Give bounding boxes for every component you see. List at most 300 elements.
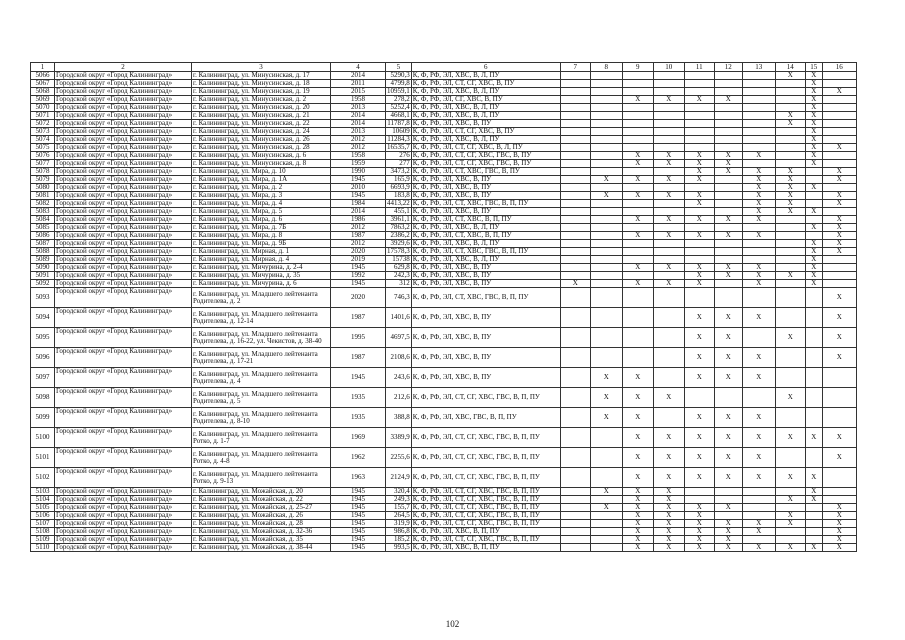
mark-cell-col-12 [714,72,742,80]
mark-cell-col-14 [775,488,805,496]
mark-cell-col-12 [714,80,742,88]
mark-cell-col-15: X [805,544,822,552]
mark-cell-col-10 [653,208,684,216]
mark-cell-col-13 [742,160,775,168]
table-row [31,88,857,96]
mark-cell-col-16: X [822,176,856,184]
mark-cell-col-16 [822,112,856,120]
mark-cell-col-9: X [622,512,653,520]
mark-cell-col-10 [653,308,684,328]
mark-cell-col-9: X [622,468,653,488]
table-row [31,128,857,136]
mark-cell-col-13: X [742,528,775,536]
mark-cell-col-13: X [742,280,775,288]
housing-register-table [30,62,857,552]
mark-cell-col-12 [714,136,742,144]
works-cell: К, Ф, РФ, ЭЛ, СТ, СГ, ХВС, ГВС, В, П, ПУ [411,468,560,488]
mark-cell-col-15 [805,176,822,184]
mark-cell-col-7 [560,88,590,96]
address-cell: г. Калининград, ул. Мира, д. 1А [192,176,331,184]
area-cell: 4668,1 [386,112,412,120]
mark-cell-col-7 [560,144,590,152]
mark-cell-col-15 [805,328,822,348]
mark-cell-col-13 [742,512,775,520]
area-cell: 319,9 [386,520,412,528]
mark-cell-col-13 [742,288,775,308]
mark-cell-col-7 [560,192,590,200]
row-id-cell: 5074 [31,136,55,144]
mark-cell-col-9: X [622,216,653,224]
mark-cell-col-15 [805,216,822,224]
mark-cell-col-8: X [590,176,622,184]
table-row [31,120,857,128]
mark-cell-col-10: X [653,512,684,520]
mark-cell-col-11: X [684,528,714,536]
row-id-cell: 5100 [31,428,55,448]
mark-cell-col-12: X [714,168,742,176]
column-header: 2 [55,63,192,72]
mark-cell-col-16: X [822,224,856,232]
area-cell: 155,7 [386,504,412,512]
year-cell: 1945 [331,496,386,504]
mark-cell-col-11: X [684,264,714,272]
mark-cell-col-16 [822,208,856,216]
mark-cell-col-9: X [622,96,653,104]
row-id-cell: 5104 [31,496,55,504]
mark-cell-col-12 [714,388,742,408]
table-row [31,468,857,488]
year-cell: 2012 [331,136,386,144]
mark-cell-col-8: X [590,192,622,200]
address-cell: г. Калининград, ул. Младшего лейтенанта Родителева, д. 5 [192,388,331,408]
mark-cell-col-15: X [805,136,822,144]
year-cell: 2012 [331,240,386,248]
mark-cell-col-13 [742,72,775,80]
mark-cell-col-8 [590,496,622,504]
row-id-cell: 5079 [31,176,55,184]
year-cell: 2014 [331,72,386,80]
mark-cell-col-8 [590,208,622,216]
mark-cell-col-10 [653,144,684,152]
district-cell: Городской округ «Город Калининград» [55,520,192,528]
works-cell: К, Ф, РФ, ЭЛ, ХВС, В, Л, ПУ [411,88,560,96]
area-cell: 3929,6 [386,240,412,248]
mark-cell-col-10 [653,288,684,308]
area-cell: 165,9 [386,176,412,184]
mark-cell-col-13 [742,96,775,104]
row-id-cell: 5105 [31,504,55,512]
area-cell: 4697,5 [386,328,412,348]
mark-cell-col-11: X [684,428,714,448]
table-row [31,368,857,388]
table-row [31,280,857,288]
mark-cell-col-7 [560,468,590,488]
mark-cell-col-15: X [805,272,822,280]
mark-cell-col-14: X [775,496,805,504]
mark-cell-col-14 [775,136,805,144]
mark-cell-col-15 [805,200,822,208]
mark-cell-col-15 [805,512,822,520]
mark-cell-col-13: X [742,308,775,328]
year-cell: 1958 [331,96,386,104]
district-cell: Городской округ «Город Калининград» [55,348,192,368]
mark-cell-col-16: X [822,544,856,552]
mark-cell-col-12 [714,240,742,248]
mark-cell-col-10: X [653,496,684,504]
works-cell: К, Ф, РФ, ЭЛ, СТ, СГ, ХВС, ГВС, В, П, ПУ [411,496,560,504]
mark-cell-col-7 [560,224,590,232]
row-id-cell: 5087 [31,240,55,248]
mark-cell-col-8 [590,232,622,240]
mark-cell-col-16: X [822,504,856,512]
mark-cell-col-10: X [653,176,684,184]
address-cell: г. Калининград, ул. Можайская, д. 20 [192,488,331,496]
table-row [31,168,857,176]
mark-cell-col-16 [822,152,856,160]
column-header: 11 [684,63,714,72]
mark-cell-col-12: X [714,520,742,528]
address-cell: г. Калининград, ул. Мира, д. 7Б [192,224,331,232]
area-cell: 185,2 [386,536,412,544]
row-id-cell: 5077 [31,160,55,168]
address-cell: г. Калининград, ул. Мира, д. 10 [192,168,331,176]
mark-cell-col-8 [590,72,622,80]
area-cell: 320,4 [386,488,412,496]
mark-cell-col-8: X [590,488,622,496]
mark-cell-col-11 [684,224,714,232]
mark-cell-col-12 [714,200,742,208]
mark-cell-col-8 [590,468,622,488]
year-cell: 1987 [331,308,386,328]
mark-cell-col-7 [560,136,590,144]
year-cell: 2011 [331,80,386,88]
mark-cell-col-11 [684,72,714,80]
mark-cell-col-15 [805,504,822,512]
row-id-cell: 5067 [31,80,55,88]
mark-cell-col-8 [590,544,622,552]
address-cell: г. Калининград, ул. Минусинская, д. 24 [192,128,331,136]
mark-cell-col-10 [653,408,684,428]
district-cell: Городской округ «Город Калининград» [55,184,192,192]
address-cell: г. Калининград, ул. Младшего лейтенанта Родителева, д. 12-14 [192,308,331,328]
year-cell: 2019 [331,256,386,264]
mark-cell-col-7 [560,520,590,528]
district-cell: Городской округ «Город Калининград» [55,272,192,280]
mark-cell-col-8: X [590,408,622,428]
mark-cell-col-12: X [714,264,742,272]
mark-cell-col-9 [622,120,653,128]
address-cell: г. Калининград, ул. Мира, д. 4 [192,200,331,208]
mark-cell-col-10: X [653,544,684,552]
mark-cell-col-7 [560,448,590,468]
mark-cell-col-15 [805,520,822,528]
area-cell: 4413,22 [387,199,410,207]
mark-cell-col-14 [775,104,805,112]
mark-cell-col-11: X [684,192,714,200]
mark-cell-col-15 [805,368,822,388]
mark-cell-col-10: X [653,504,684,512]
table-row [31,136,857,144]
district-cell: Городской округ «Город Калининград» [55,488,192,496]
mark-cell-col-14 [775,216,805,224]
mark-cell-col-11: X [684,168,714,176]
table-row [31,208,857,216]
mark-cell-col-7 [560,176,590,184]
row-id-cell: 5089 [31,256,55,264]
mark-cell-col-15: X [805,256,822,264]
mark-cell-col-15 [805,348,822,368]
mark-cell-col-16 [822,80,856,88]
mark-cell-col-8 [590,280,622,288]
mark-cell-col-15: X [805,248,822,256]
mark-cell-col-13 [742,88,775,96]
table-row [31,504,857,512]
year-cell: 2014 [331,120,386,128]
year-cell: 1935 [331,388,386,408]
row-id-cell: 5066 [31,72,55,80]
mark-cell-col-16 [822,96,856,104]
row-id-cell: 5084 [31,216,55,224]
mark-cell-col-16 [822,256,856,264]
row-id-cell: 5086 [31,232,55,240]
mark-cell-col-15 [805,536,822,544]
works-cell: К, Ф, РФ, ЭЛ, СТ, ХВС, ГВС, В, ПУ [411,168,560,176]
row-id-cell: 5090 [31,264,55,272]
mark-cell-col-15: X [805,88,822,96]
row-id-cell: 5093 [31,288,55,308]
mark-cell-col-16: X [822,240,856,248]
mark-cell-col-10 [653,348,684,368]
mark-cell-col-8: X [590,388,622,408]
mark-cell-col-7 [560,248,590,256]
district-cell: Городской округ «Город Калининград» [55,80,192,88]
mark-cell-col-10: X [653,280,684,288]
mark-cell-col-15: X [805,120,822,128]
district-cell: Городской округ «Город Калининград» [55,160,192,168]
mark-cell-col-14 [775,348,805,368]
table-row [31,256,857,264]
mark-cell-col-15 [805,448,822,468]
mark-cell-col-12 [714,128,742,136]
mark-cell-col-7 [560,128,590,136]
works-cell: К, Ф, РФ, ЭЛ, СТ, СГ, ХВС, В, ПУ [411,80,560,88]
mark-cell-col-12 [714,248,742,256]
mark-cell-col-13 [742,240,775,248]
row-id-cell: 5107 [31,520,55,528]
mark-cell-col-9 [622,224,653,232]
mark-cell-col-8 [590,152,622,160]
year-cell: 2013 [331,128,386,136]
year-cell: 1963 [331,468,386,488]
mark-cell-col-15 [805,408,822,428]
mark-cell-col-16 [822,160,856,168]
year-cell: 1945 [331,176,386,184]
address-cell: г. Калининград, ул. Младшего лейтенанта Родителева, д. 17-21 [192,348,331,368]
mark-cell-col-14 [775,240,805,248]
mark-cell-col-11: X [684,408,714,428]
area-cell: 746,3 [386,288,412,308]
table-row [31,216,857,224]
table-row [31,328,857,348]
mark-cell-col-8 [590,136,622,144]
table-row [31,152,857,160]
district-cell: Городской округ «Город Калининград» [55,104,192,112]
mark-cell-col-13 [742,488,775,496]
district-cell: Городской округ «Город Калининград» [55,168,192,176]
mark-cell-col-12: X [714,428,742,448]
mark-cell-col-8 [590,448,622,468]
row-id-cell: 5072 [31,120,55,128]
mark-cell-col-9 [622,168,653,176]
address-cell: г. Калининград, ул. Можайская, д. 38-44 [192,544,331,552]
table-row [31,240,857,248]
mark-cell-col-7 [560,348,590,368]
address-cell: г. Калининград, ул. Можайская, д. 22 [192,496,331,504]
works-cell: К, Ф, РФ, ЭЛ, СТ, СГ, ХВС, ГВС, В, П, ПУ [411,488,560,496]
district-cell: Городской округ «Город Калининград» [55,328,192,348]
works-cell: К, Ф, РФ, ЭЛ, ХВС, В, ПУ [411,264,560,272]
year-cell: 2015 [331,88,386,96]
mark-cell-col-8 [590,184,622,192]
column-header: 12 [714,63,742,72]
row-id-cell: 5088 [31,248,55,256]
table-row [31,224,857,232]
mark-cell-col-13 [742,256,775,264]
row-id-cell: 5071 [31,112,55,120]
mark-cell-col-13 [742,144,775,152]
area-cell: 276 [386,152,412,160]
mark-cell-col-14 [775,80,805,88]
mark-cell-col-14 [775,128,805,136]
mark-cell-col-7 [560,112,590,120]
mark-cell-col-14: X [775,520,805,528]
mark-cell-col-12: X [714,328,742,348]
mark-cell-col-15 [805,288,822,308]
area-cell: 2255,6 [386,448,412,468]
address-cell: г. Калининград, ул. Минусинская, д. 6 [192,152,331,160]
mark-cell-col-8: X [590,368,622,388]
area-cell: 986,8 [386,528,412,536]
district-cell: Городской округ «Город Калининград» [55,152,192,160]
year-cell: 1995 [331,328,386,348]
column-header: 13 [742,63,775,72]
mark-cell-col-11 [684,208,714,216]
mark-cell-col-12 [714,280,742,288]
district-cell: Городской округ «Город Калининград» [55,88,192,96]
mark-cell-col-14 [775,288,805,308]
address-cell: г. Калининград, ул. Можайская, д. 32-36 [192,528,331,536]
address-cell: г. Калининград, ул. Мира, д. 2 [192,184,331,192]
mark-cell-col-7 [560,152,590,160]
mark-cell-col-12 [714,288,742,308]
column-header: 4 [331,63,386,72]
column-header: 10 [653,63,684,72]
year-cell: 1986 [331,216,386,224]
mark-cell-col-9: X [622,388,653,408]
mark-cell-col-7 [560,308,590,328]
mark-cell-col-10: X [653,160,684,168]
year-cell: 2020 [331,248,386,256]
table-row [31,272,857,280]
mark-cell-col-15: X [805,104,822,112]
address-cell: г. Калининград, ул. Младшего лейтенанта Родителева, д. 4 [192,368,331,388]
address-cell: г. Калининград, ул. Минусинская, д. 8 [192,160,331,168]
row-id-cell: 5098 [31,388,55,408]
row-id-cell: 5101 [31,448,55,468]
mark-cell-col-14: X [775,72,805,80]
works-cell: К, Ф, РФ, ЭЛ, СТ, ХВС, ГВС, В, П, ПУ [411,248,560,256]
district-cell: Городской округ «Город Калининград» [55,112,192,120]
mark-cell-col-11: X [684,308,714,328]
mark-cell-col-16: X [822,200,856,208]
table-row [31,184,857,192]
mark-cell-col-8: X [590,504,622,512]
district-cell: Городской округ «Город Калининград» [55,240,192,248]
mark-cell-col-12: X [714,216,742,224]
mark-cell-col-9 [622,256,653,264]
mark-cell-col-7 [560,240,590,248]
mark-cell-col-14: X [775,200,805,208]
mark-cell-col-14 [775,504,805,512]
address-cell: г. Калининград, ул. Можайская, д. 28 [192,520,331,528]
mark-cell-col-13: X [742,216,775,224]
mark-cell-col-12: X [714,408,742,428]
address-cell: г. Калининград, ул. Младшего лейтенанта Ротко, д. 4-8 [192,448,331,468]
mark-cell-col-11 [684,488,714,496]
mark-cell-col-11: X [684,512,714,520]
mark-cell-col-16 [822,388,856,408]
table-row [31,176,857,184]
row-id-cell: 5085 [31,224,55,232]
address-cell: г. Калининград, ул. Мирная, д. 1 [192,248,331,256]
area-cell: 243,6 [386,368,412,388]
works-cell: К, Ф, РФ, ЭЛ, СТ, СГ, ХВС, ГВС, В, П, ПУ [411,504,560,512]
mark-cell-col-13: X [742,544,775,552]
district-cell: Городской округ «Город Калининград» [55,248,192,256]
mark-cell-col-15: X [805,112,822,120]
mark-cell-col-7 [560,120,590,128]
mark-cell-col-8 [590,348,622,368]
mark-cell-col-13: X [742,168,775,176]
mark-cell-col-16: X [822,216,856,224]
mark-cell-col-13 [742,328,775,348]
mark-cell-col-10: X [653,264,684,272]
mark-cell-col-7 [560,488,590,496]
mark-cell-col-16 [822,184,856,192]
mark-cell-col-13: X [742,192,775,200]
mark-cell-col-14 [775,528,805,536]
mark-cell-col-9: X [622,544,653,552]
mark-cell-col-11 [684,120,714,128]
area-cell: 3389,9 [386,428,412,448]
mark-cell-col-10: X [653,192,684,200]
mark-cell-col-16 [822,264,856,272]
table-row [31,104,857,112]
mark-cell-col-7 [560,328,590,348]
mark-cell-col-10: X [653,232,684,240]
mark-cell-col-14: X [775,428,805,448]
mark-cell-col-7 [560,160,590,168]
mark-cell-col-11: X [684,280,714,288]
mark-cell-col-9 [622,80,653,88]
mark-cell-col-14: X [775,120,805,128]
mark-cell-col-9 [622,288,653,308]
mark-cell-col-14 [775,144,805,152]
mark-cell-col-12: X [714,544,742,552]
table-row [31,264,857,272]
area-cell: 10959,1 [387,87,410,95]
area-cell: 3473,2 [386,168,412,176]
